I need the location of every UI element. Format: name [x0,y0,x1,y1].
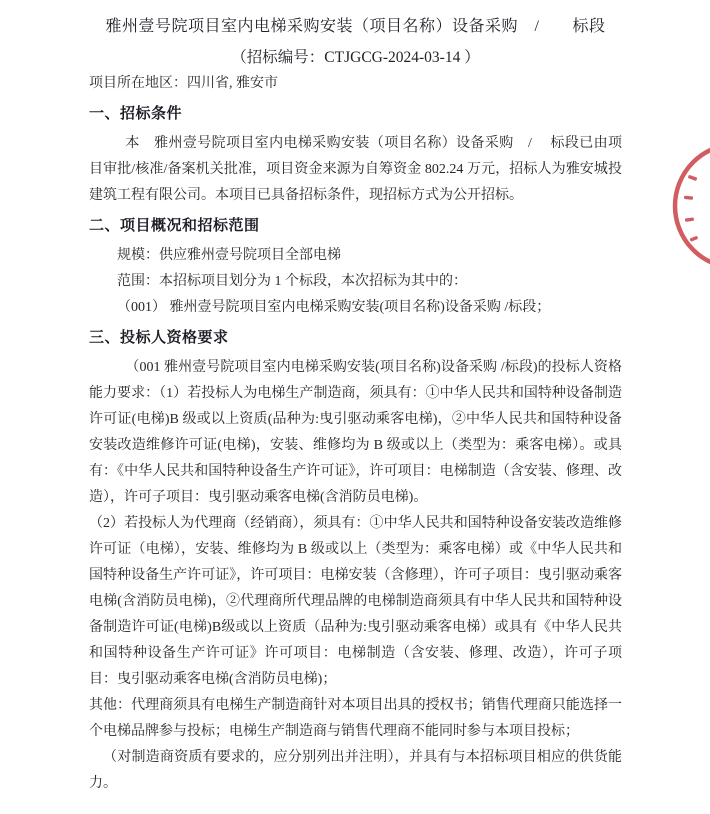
qualification-manufacturer-paragraph: （001 雅州壹号院项目室内电梯采购安装(项目名称)设备采购 /标段)的投标人资格能力要求：（1）若投标人为电梯生产制造商，须具有：①中华人民共和国特种设备制造许可证(电梯)B 级或以上资质(品种为:曳引驱动乘客电梯)，②中华人民共和国特种设备安装改造维修许可证(电梯)，安装、维修均为 B 级或以上（类型为：乘客电梯）。或具有：《中华人民共和国特种设备生产许可证》，许可项目：电梯制造（含安装、修理、改造），许可子项目：曳引驱动乘客电梯(含消防员电梯)。 [89,360,622,505]
section-heading-tender-conditions: 一、招标条件 [89,106,183,122]
document-title: 雅州壹号院项目室内电梯采购安装（项目名称）设备采购 / 标段 [105,18,606,35]
project-location-line: 项目所在地区：四川省, 雅安市 [89,76,278,91]
section-heading-bidder-qualifications: 三、投标人资格要求 [89,330,229,346]
tender-number-line: （招标编号：CTJGCG-2024-03-14 ） [231,49,480,66]
qualification-agent-paragraph: （2）若投标人为代理商（经销商），须具有：①中华人民共和国特种设备安装改造维修许可证（电梯），安装、维修均为 B 级或以上（类型为：乘客电梯）或《中华人民共和国特种设备生产许可证》，许可项目：电梯安装（含修理），许可子项目：曳引驱动乘客电梯(含消防员电梯)，②代理商所代理品牌的电梯制造商须具有中华人民共和国特种设备制造许可证(电梯)B级或以上资质（品种为:曳引驱动乘客电梯）或具有《中华人民共和国特种设备生产许可证》许可项目：电梯制造（含安装、修理、改造），许可子项目：曳引驱动乘客电梯(含消防员电梯)； [89,516,622,687]
qualification-other-paragraph: 其他：代理商须具有电梯生产制造商针对本项目出具的授权书；销售代理商只能选择一个电梯品牌参与投标；电梯生产制造商与销售代理商不能同时参与本项目投标； [89,698,622,739]
scale-line: 规模：供应雅州壹号院项目全部电梯 [117,248,341,263]
official-seal-arc-icon [664,140,710,274]
scope-line: 范围：本招标项目划分为 1 个标段，本次招标为其中的： [117,274,467,289]
qualification-note-paragraph: （对制造商资质有要求的，应分别列出并注明），并具有与本招标项目相应的供货能力。 [89,750,622,791]
lot-001-line: （001） 雅州壹号院项目室内电梯采购安装(项目名称)设备采购 /标段； [117,300,551,315]
section-heading-project-overview: 二、项目概况和招标范围 [89,218,260,234]
tender-conditions-paragraph: 本 雅州壹号院项目室内电梯采购安装（项目名称）设备采购 / 标段已由项目审批/核准/备案机关批准，项目资金来源为自筹资金 802.24 万元，招标人为雅安城投建筑工程有限公司。本项目已具备招标条件，现招标方式为公开招标。 [89,136,622,203]
